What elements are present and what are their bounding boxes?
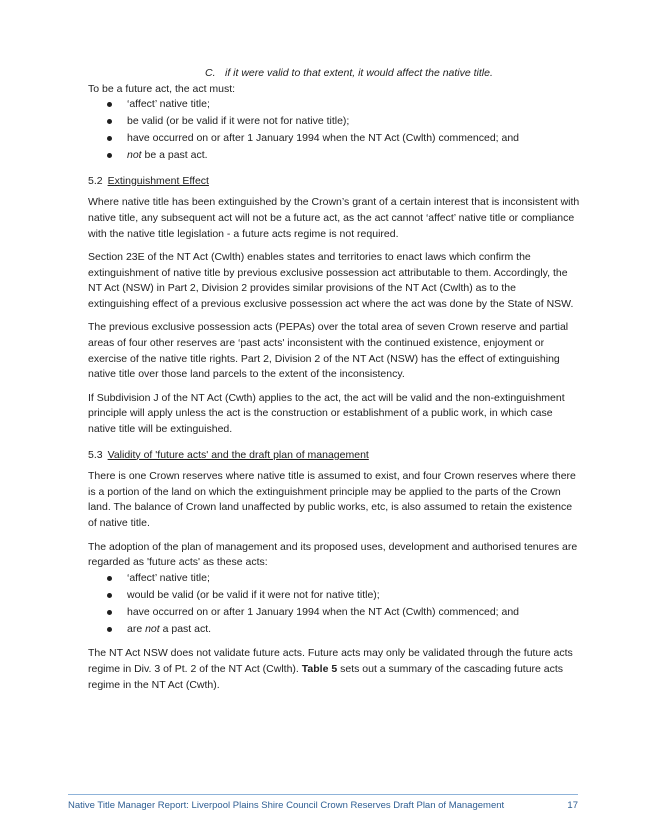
bullet-icon xyxy=(107,153,112,158)
list-item: not be a past act. xyxy=(88,148,580,164)
list-item: have occurred on or after 1 January 1994 when the NT Act (Cwlth) commenced; and xyxy=(88,605,580,621)
paragraph: The adoption of the plan of management and its proposed uses, development and authorised tenures are regarded as 'future acts' as these acts: xyxy=(88,540,578,569)
paragraph: Where native title has been extinguished by the Crown’s grant of a certain interest that is inconsistent with native title, any subsequent act will not be a future act, as the act cannot ‘affect’ native title or compliance with the native title legislation - a future acts regime is not required. xyxy=(88,196,580,240)
footer-title: Native Title Manager Report: Liverpool Plains Shire Council Crown Reserves Draft Plan of Management xyxy=(68,800,505,811)
bullet-icon xyxy=(107,119,112,124)
clause-letter: C. xyxy=(205,67,216,79)
table-5-reference: Table 5 xyxy=(301,662,338,675)
list-item: are not a past act. xyxy=(88,622,580,638)
bullet-icon xyxy=(107,136,112,141)
bullet-icon xyxy=(107,576,112,581)
section-heading-5-3: 5.3 Validity of 'future acts' and the draft plan of management xyxy=(88,448,369,461)
list-item: be valid (or be valid if it were not for native title); xyxy=(88,114,580,130)
clause-text: if it were valid to that extent, it would affect the native title. xyxy=(225,67,493,79)
document-body xyxy=(88,66,580,693)
intro-text: To be a future act, the act must: xyxy=(88,82,236,95)
section-heading-5-2: 5.2 Extinguishment Effect xyxy=(88,174,209,187)
paragraph: Section 23E of the NT Act (Cwlth) enables states and territories to enact laws which confirm the extinguishment of native title by previous exclusive possession act attributable to them. Accordingly, the NT Act (NSW) in Part 2, Division 2 provides similar provisions of the NT Act (Cwlth) as to the extinguishing effect of a previous exclusive possession act where the act was done by the State of NSW. xyxy=(88,251,574,310)
list-item: ‘affect’ native title; xyxy=(88,571,580,587)
page-footer xyxy=(68,794,578,814)
bullet-icon xyxy=(107,593,112,598)
bullet-icon xyxy=(107,610,112,615)
list-item: ‘affect’ native title; xyxy=(88,97,580,113)
bullet-icon xyxy=(107,627,112,632)
page-number: 17 xyxy=(567,800,578,811)
list-item: have occurred on or after 1 January 1994 when the NT Act (Cwlth) commenced; and xyxy=(88,131,580,147)
paragraph: If Subdivision J of the NT Act (Cwth) applies to the act, the act will be valid and the non-extinguishment principle will apply unless the act is the construction or establishment of a public work, in which case native title will be extinguished. xyxy=(88,391,565,436)
clause-c xyxy=(205,66,580,82)
future-acts-list xyxy=(88,571,580,638)
bullet-icon xyxy=(107,102,112,107)
list-item: would be valid (or be valid if it were not for native title); xyxy=(88,588,580,604)
paragraph: The previous exclusive possession acts (PEPAs) over the total area of seven Crown reserve and partial areas of four other reserves are ‘past acts' inconsistent with the continued existence, enjoyment or exercise of the native title rights. Part 2, Division 2 of the NT Act (NSW) has the effect of extinguishing native title over those land parcels to the extent of the inconsistency. xyxy=(88,321,569,381)
final-paragraph: The NT Act NSW does not validate future acts. Future acts may only be validated through the future acts regime in Div. 3 of Pt. 2 of the NT Act (Cwlth). Table 5 sets out a summary of the cascading future acts regime in the NT Act (Cwth). xyxy=(88,647,573,691)
paragraph: There is one Crown reserves where native title is assumed to exist, and four Crown reserves where there is a portion of the land on which the extinguishment principle may be applied to the parts of the Crown land. The balance of Crown land unaffected by public works, etc, is also assumed to retain the existence of native title. xyxy=(88,470,576,530)
future-act-criteria-list xyxy=(88,97,580,164)
